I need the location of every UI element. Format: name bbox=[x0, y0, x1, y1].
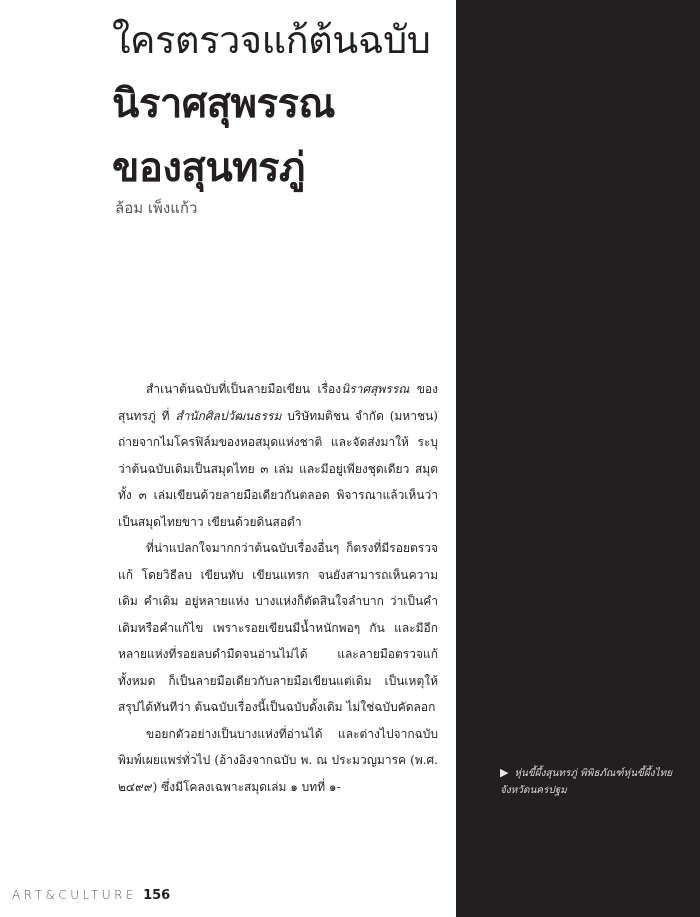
title-line-3: ของสุนทรภู่ bbox=[112, 145, 305, 191]
p1-text-a: สำเนาต้นฉบับที่เป็นลายมือเขียน เรื่อง bbox=[146, 382, 342, 396]
caption-arrow-icon: ▶ bbox=[500, 766, 509, 779]
photo-caption bbox=[500, 764, 690, 799]
paragraph-3: ขอยกตัวอย่างเป็นบางแห่งที่อ่านได้ และต่างไปจากฉบับพิมพ์เผยแพร่ทั่วไป (อ้างอิงจากฉบับ พ. ณ ประมวญมารค (พ.ศ. ๒๔๙๙) ซึ่งมีโคลงเฉพาะสมุดเล่ม ๑ บทที่ ๑- bbox=[118, 726, 438, 794]
magazine-name: ART&CULTURE bbox=[12, 888, 138, 902]
title-line-1: ใครตรวจแก้ต้นฉบับ bbox=[112, 18, 431, 62]
paragraph-1 bbox=[118, 376, 438, 535]
page-number: 156 bbox=[143, 888, 171, 903]
article-title bbox=[112, 8, 452, 200]
author-name: ล้อม เพ็งแก้ว bbox=[115, 199, 198, 217]
p1-italic-title: นิราศสุพรรณ bbox=[341, 382, 410, 396]
p1-text-b: ของสุนทรภู่ ที่ bbox=[118, 382, 438, 423]
paragraph-2: ที่น่าแปลกใจมากกว่าต้นฉบับเรื่องอื่นๆ ก็ตรงที่มีรอยตรวจแก้ โดยวิธีลบ เขียนทับ เขียนแทรก จนยังสามารถเห็นความเดิม คำเดิม อยู่หลายแห่ง บางแห่งก็ตัดสินใจลำบาก ว่าเป็นคำเดิมหรือคำแก้ไข เพราะรอยเขียนมีน้ำหนักพอๆ กัน และมีอีกหลายแห่งที่รอยลบดำมืดจนอ่านไม่ได้ และลายมือตรวจแก้ทั้งหมด ก็เป็นลายมือเดียวกับลายมือเขียนแต่เดิม เป็นเหตุให้สรุปได้ทันทีว่า ต้นฉบับเรื่องนี้เป็นฉบับดั้งเดิม ไม่ใช่ฉบับคัดลอก bbox=[118, 541, 438, 714]
page-footer bbox=[12, 888, 170, 903]
caption-text: หุ่นขี้ผึ้งสุนทรภู่ พิพิธภัณฑ์หุ่นขี้ผึ้งไทย จังหวัดนครปฐม bbox=[500, 768, 673, 796]
p1-italic-publisher: สำนักศิลปวัฒนธรรม bbox=[175, 408, 282, 423]
article-body bbox=[118, 376, 438, 800]
title-line-2: นิราศสุพรรณ bbox=[112, 81, 336, 127]
p1-text-c: บริษัทมติชน จำกัด (มหาชน) ถ่ายจากไมโครฟิล์มของหอสมุดแห่งชาติ และจัดส่งมาให้ ระบุว่าต้นฉบับเดิมเป็นสมุดไทย ๓ เล่ม และมีอยู่เพียงชุดเดียว สมุดทั้ง ๓ เล่มเขียนด้วยลายมือเดียวกันตลอด พิจารณาแล้วเห็นว่าเป็นสมุดไทยขาว เขียนด้วยดินสอดำ bbox=[118, 408, 438, 529]
